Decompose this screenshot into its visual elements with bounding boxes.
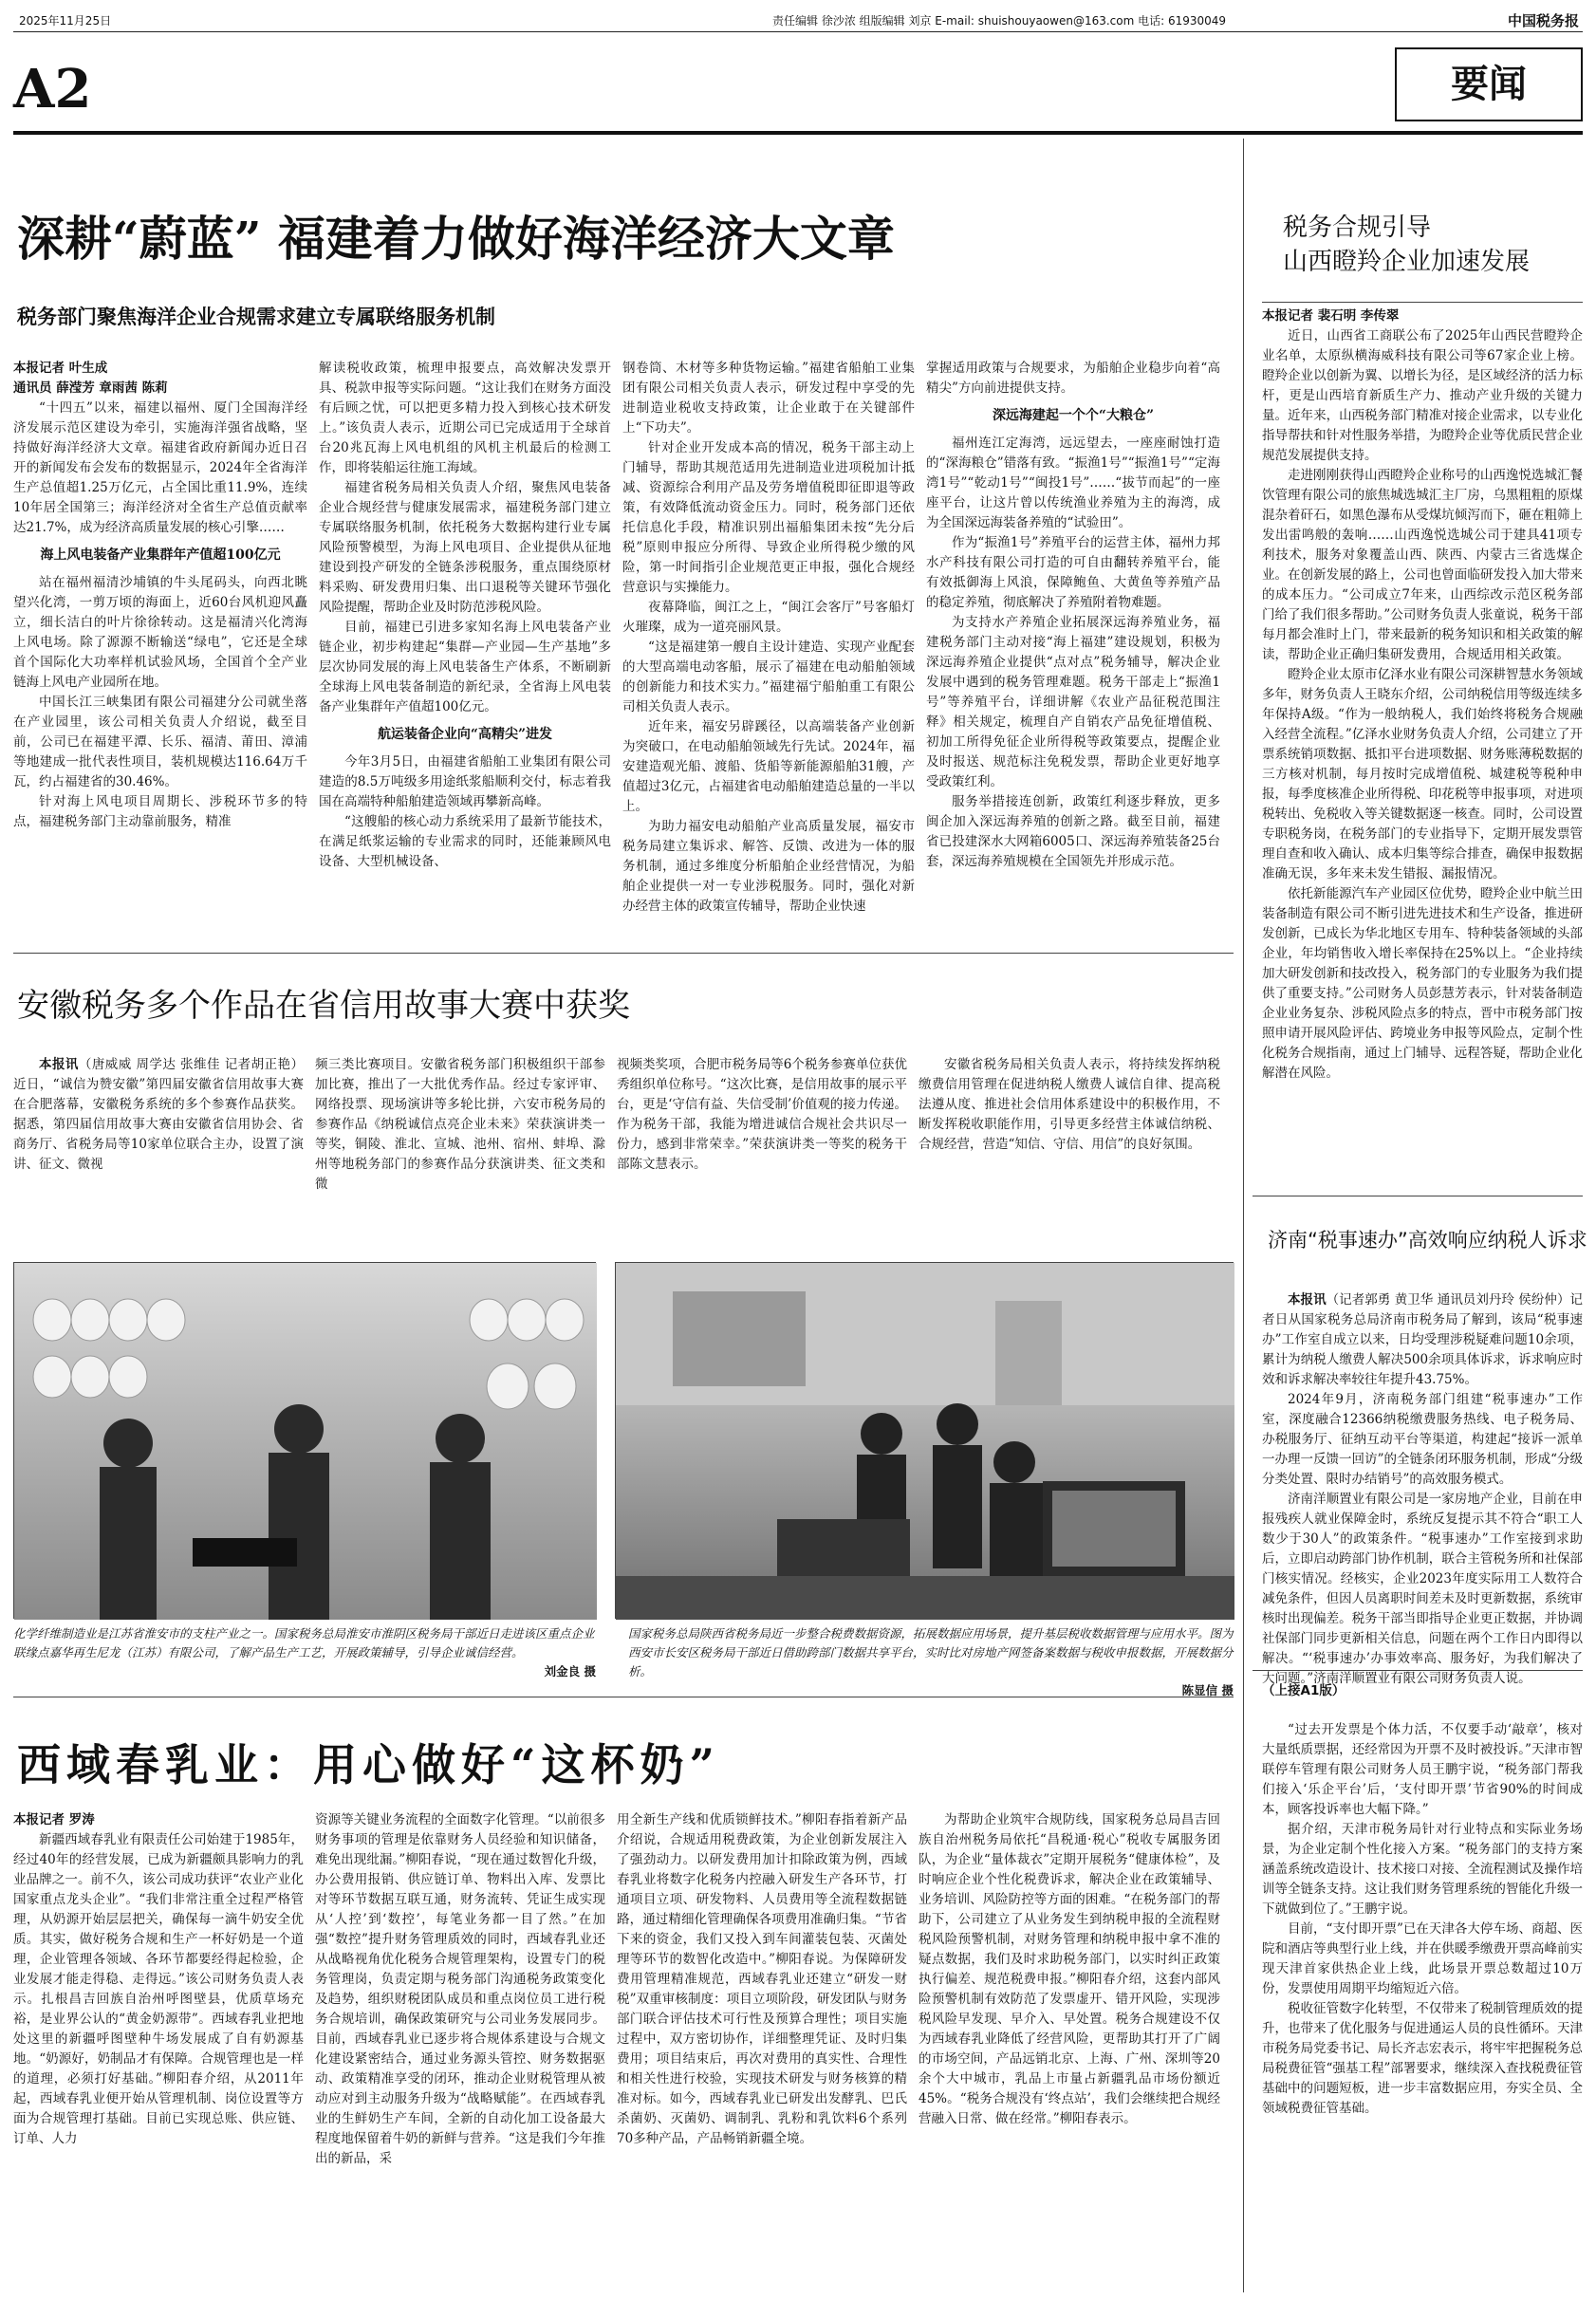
story1-para: 作为“振渔1号”养殖平台的运营主体，福州力邦水产科技有限公司打造的可自由翻转养殖平台，能有效抵御海上风浪，保障鲍鱼、大黄鱼等养殖产品的稳定养殖，彻底解决了养殖附着物难题。 (926, 535, 1220, 610)
story2-para: （唐威威 周学达 张维佳 记者胡正艳）近日，“诚信为赞安徽”第四届安徽省信用故事大赛在合肥落幕，安徽税务系统的多个参赛作品获奖。据悉，第四届信用故事大赛由安徽省信用协会、省商务厅、省税务局等10家单位联合主办，设置了演讲、征文、微视 (13, 1057, 304, 1172)
story1-para: 为支持水产养殖企业拓展深远海养殖业务，福建税务部门主动对接“海上福建”建设规划，积极为深远海养殖企业提供“点对点”税务辅导，解决企业发展中遇到的税务管理难题。税务干部走上“振渔1号”等养殖平台，详细讲解《农业产品征税范围注释》相关规定，梳理自产自销农产品免征增值税、初加工所得免征企业所得税等政策要点，提醒企业及时报送、规范标注免税发票，帮助企业更好地享受政策红利。 (926, 615, 1220, 789)
story3-col3 (617, 1810, 907, 2292)
side3-body (1262, 1681, 1583, 2292)
story1-para: 夜幕降临，闽江之上，“闽江会客厅”号客船灯火璀璨，成为一道亮丽风景。 (622, 600, 915, 635)
story1-subhead: 海上风电装备产业集群年产值超100亿元 (40, 547, 281, 563)
story1-para: 中国长江三峡集团有限公司福建分公司就坐落在产业园里，该公司相关负责人介绍说，截至目前，公司已在福建平潭、长乐、福清、莆田、漳浦等地建成一批代表性项目，装机规模达116.64万千瓦，约占福建省的30.46%。 (13, 695, 307, 789)
story1-subtitle: 税务部门聚焦海洋企业合规需求建立专属联络服务机制 (17, 306, 495, 328)
side1-para: 依托新能源汽车产业园区位优势，瞪羚企业中航兰田装备制造有限公司不断引进先进技术和生产设备，推进研发创新，已成长为华北地区专用车、特种装备领域的头部企业，年均销售收入增长率保持在25%以上。“企业持续加大研发创新和技改投入，税务部门的专业服务为我们提供了重要支持。”公司财务人员彭慧芳表示，针对装备制造企业业务复杂、涉税风险点多的特点，晋中市税务部门按照申请开展风险评估、跨境业务申报等风险点，定制个性化税务合规指南，通过上门辅导、远程答疑，帮助企业化解潜在风险。 (1262, 886, 1583, 1081)
story1-para: 服务举措接连创新，政策红利逐步释放，更多闽企加入深远海养殖的创新之路。截至目前，福建省已投建深水大网箱6005口、深远海养殖装备25台套，深远海养殖规模在全国领先并形成示范。 (926, 794, 1220, 869)
side2-title: 济南“税事速办”高效响应纳税人诉求 (1268, 1229, 1587, 1252)
story1-col2 (319, 359, 611, 943)
story1-para: 针对企业开发成本高的情况，税务干部主动上门辅导，帮助其规范适用先进制造业进项税加计抵减、资源综合利用产品及劳务增值税即征即退等政策，有效降低流动资金压力。同时，税务部门还依托信息化手段，精准识别出福船集团未按“先分后税”原则申报应分所得、导致企业所得税少缴的风险，第一时间指引企业规范更正申报，强化合规经营意识与实操能力。 (622, 440, 915, 595)
story2-para: 视频类奖项，合肥市税务局等6个税务参赛单位获优秀组织单位称号。“这次比赛，是信用故事的展示平台，更是‘守信有益、失信受制’价值观的接力传递。作为税务干部，我能为增进诚信合规社会共识尽一份力，感到非常荣幸。”荣获演讲类一等奖的税务干部陈文慧表示。 (617, 1057, 907, 1172)
photo-factory-caption (13, 1624, 596, 1681)
story1-subhead: 航运装备企业向“高精尖”进发 (377, 727, 553, 742)
story1-title: 深耕“蔚蓝” 福建着力做好海洋经济大文章 (17, 211, 895, 267)
story1-subhead: 深远海建起一个个“大粮仓” (992, 408, 1155, 423)
story1-para: 解读税收政策，梳理申报要点，高效解决发票开具、税款申报等实际问题。“这让我们在财务方面没有后顾之忧，可以把更多精力投入到核心技术研发上。”该负责人表示，近期公司已完成适用于全球首台20兆瓦海上风电机组的风机主机最后的检测工作，即将装船运往施工海域。 (319, 361, 611, 475)
story2-title: 安徽税务多个作品在省信用故事大赛中获奖 (17, 987, 630, 1025)
story1-para: 为助力福安电动船舶产业高质量发展，福安市税务局建立集诉求、解答、反馈、改进为一体的服务机制，通过多维度分析船舶企业经营情况，为船舶企业提供一对一专业涉税服务。同时，强化对新办经营主体的政策宣传辅导，帮助企业快速 (622, 819, 915, 914)
side1-para: 走进刚刚获得山西瞪羚企业称号的山西逸悦选城汇餐饮管理有限公司的旅焦城选城汇主厂房，乌黑粗粗的原煤混杂着矸石，如黑色瀑布从受煤坑倾泻而下，砸在粗筛上发出雷鸣般的轰响……山西逸悦选城公司于建具41项专利技术，服务对象覆盖山西、陕西、内蒙古三省选煤企业。在创新发展的路上，公司也曾面临研发投入加大带来的成本压力。“公司成立7年来，山西综改示范区税务部门给了我们很多帮助。”公司财务负责人张童说，税务干部每月都会准时上门，带来最新的税务知识和相关政策的解读，帮助企业正确归集研发费用，合规适用相关政策。 (1262, 468, 1583, 662)
story3-col1 (13, 1810, 304, 2292)
side2-para: 2024年9月，济南税务部门组建“税事速办”工作室，深度融合12366纳税缴费服务热线、电子税务局、办税服务厅、征纳互动平台等渠道，构建起“接诉一派单一办理一反馈一回访”的全链条闭环服务机制，形成“分级分类处置、限时办结销号”的高效服务模式。 (1262, 1392, 1583, 1487)
story1-para: 钢卷筒、木材等多种货物运输。”福建省船舶工业集团有限公司相关负责人表示，研发过程中享受的先进制造业税收支持政策，让企业敢于在关键部件上“下功夫”。 (622, 361, 915, 436)
side2-para: （记者郭勇 黄卫华 通讯员刘丹玲 侯纷仲）记者日从国家税务总局济南市税务局了解到，该局“税事速办”工作室自成立以来，日均受理涉税疑难问题10余项，累计为纳税人缴费人解决500余项具体诉求，诉求响应时效和诉求解决率较往年提升43.75%。 (1262, 1292, 1583, 1387)
divider (13, 953, 1234, 954)
side1-body (1262, 302, 1587, 1363)
masthead: 中国税务报 (1507, 12, 1579, 29)
photo-factory-caption-text: 化学纤维制造业是江苏省淮安市的支柱产业之一。国家税务总局淮安市淮阴区税务局干部近日走进该区重点企业联缘点嘉华再生尼龙（江苏）有限公司，了解产品生产工艺，开展政策辅导，引导企业诚信经营。 (13, 1626, 595, 1660)
story3-para: 资源等关键业务流程的全面数字化管理。“以前很多财务事项的管理是依靠财务人员经验和知识储备，难免出现纰漏。”柳阳春说，“现在通过数智化升级，办公费用报销、供应链订单、物料出入库、发票比对等环节数据互联互通，财务流转、凭证生成实现从‘人控’到‘数控’，每笔业务都一目了然。”在加强“数控”提升财务管理质效的同时，西域春乳业还从战略视角优化税务合规管理架构，设置专门的税务管理岗，负责定期与税务部门沟通税务政策变化及趋势，组织财税团队成员和重点岗位员工进行税务合规培训，确保政策研究与公司业务发展同步。目前，西域春乳业已逐步将合规体系建设与合规文化建设紧密结合，通过业务源头管控、财务数据驱动、政策精准享受的闭环，推动企业财税管理从被动应对到主动服务升级为“战略赋能”。在西域春乳业的生鲜奶生产车间，全新的自动化加工设备最大程度地保留着牛奶的新鲜与营养。“这是我们今年推出的新品，采 (315, 1812, 605, 2166)
side2-body (1262, 1290, 1583, 1686)
side1-title-line1: 税务合规引导 (1283, 213, 1432, 242)
side2-para: 济南洋顺置业有限公司是一家房地产企业，目前在申报残疾人就业保障金时，系统反复提示其不符合“职工人数少于30人”的政策条件。“税事速办”工作室接到求助后，立即启动跨部门协作机制，联合主管税务所和社保部门核实情况。经核实，企业2023年度实际用工人数符合减免条件，但因人员离职时间差未及时更新数据，系统审核时出现偏差。税务干部当即指导企业更正数据，并协调社保部门同步更新相关信息，问题在两个工作日内即得以解决。“‘税事速办’办事效率高、服务好，为我们解决了大问题。”济南洋顺置业有限公司财务负责人说。 (1262, 1492, 1583, 1686)
photo-office-credit: 陈显信 摄 (1181, 1683, 1234, 1697)
side3-para: “过去开发票是个体力活，不仅要手动‘敲章’，核对大量纸质票据，还经常因为开票不及时被投诉。”天津市智联停车管理有限公司财务人员王鹏宇说，“税务部门帮我们接入‘乐企平台’后，‘支付即开票’节省90%的时间成本，顾客投诉率也大幅下降。” (1262, 1722, 1583, 1817)
story3-byline: 本报记者 罗涛 (13, 1812, 95, 1827)
story2-para: 频三类比赛项目。安徽省税务部门积极组织干部参加比赛，推出了一大批优秀作品。经过专家评审、网络投票、现场演讲等多轮比拼，六安市税务局的参赛作品《纳税诚信点亮企业未来》荣获演讲类一等奖，铜陵、淮北、宣城、池州、宿州、蚌埠、滁州等地税务部门的参赛作品分获演讲类、征文类和微 (315, 1057, 605, 1192)
story2-col2 (315, 1055, 605, 1241)
story1-col1 (13, 359, 307, 943)
story1-para: 针对海上风电项目周期长、涉税环节多的特点，福建税务部门主动靠前服务，精准 (13, 794, 307, 829)
story1-para: 掌握适用政策与合规要求，为船舶企业稳步向着“高精尖”方向前进提供支持。 (926, 361, 1220, 396)
photo-office-image (616, 1263, 1234, 1620)
side3-para: 据介绍，天津市税务局针对行业特点和实际业务场景，为企业定制个性化接入方案。“税务部门的支持方案涵盖系统改造设计、技术接口对接、全流程测试及操作培训等全链条支持。这让我们财务管理系统的智能化升级一下就做到位了。”王鹏宇说。 (1262, 1822, 1583, 1917)
side1-para: 瞪羚企业太原市亿泽水业有限公司深耕智慧水务领域多年，财务负责人王晓东介绍，公司纳税信用等级连续多年保持A级。“作为一般纳税人，我们始终将税务合规融入经营全流程。”亿泽水业财务负责人介绍，公司建立了开票系统销项数据、抵扣平台进项数据、财务账薄税数据的三方核对机制，每月按时完成增值税、城建税等税种申报，每季度核准企业所得税、印花税等申报事项，对进项税转出、免税收入等关键数据逐一核查。同时，公司设置专职税务岗，在税务部门的专业指导下，定期开展发票管理自查和收入确认、成本归集等综合排查，确保申报数据准确无误，多年来未发生错报、漏报情况。 (1262, 667, 1583, 881)
page-number: A2 (13, 58, 92, 121)
editor-info: 责任编辑 徐沙浓 组版编辑 刘京 E-mail: shuishouyaowen@163.com 电话: 61930049 (772, 14, 1227, 28)
divider (1253, 1670, 1583, 1671)
header-rule (13, 131, 1583, 135)
story2-byline: 本报讯 (39, 1057, 79, 1072)
photo-factory-credit: 刘金良 摄 (544, 1664, 596, 1679)
side1-title (1283, 211, 1583, 279)
story1-col4 (926, 359, 1220, 943)
photo-office (615, 1262, 1234, 1619)
side1-para: 近日，山西省工商联公布了2025年山西民营瞪羚企业名单，太原纵横海威科技有限公司等67家企业上榜。瞪羚企业以创新为翼、以增长为径，是区域经济的活力标杆，更是山西培育新质生产力、推动产业升级的关键力量。近年来，山西税务部门精准对接企业需求，以专业化指导帮扶和针对性服务举措，为瞪羚企业等优质民营企业规范发展提供支持。 (1262, 328, 1583, 463)
photo-office-caption (628, 1624, 1234, 1700)
story1-byline2: 通讯员 薛滢芳 章雨茜 陈莉 (13, 380, 168, 396)
story2-col3 (617, 1055, 907, 1241)
story1-para: 福州连江定海湾，远远望去，一座座耐蚀打造的“深海粮仓”错落有致。“振渔1号”“振渔1号”“定海湾1号”“乾动1号”“闽投1号”……“拔节而起”的一座座平台，让这片曾以传统渔业养殖为主的海湾，成为全国深远海装备养殖的“试验田”。 (926, 436, 1220, 530)
section-label: 要闻 (1395, 47, 1583, 121)
page-header (13, 9, 1583, 32)
side3-para: 税收征管数字化转型，不仅带来了税制管理质效的提升，也带来了优化服务与促进通运人员的良性循环。天津市税务局党委书记、局长齐志宏表示，将牢牢把握税务总局税费征管“强基工程”部署要求，继续深入查找税费征管基础中的问题短板，进一步丰富数据应用，夯实全员、全领域税费征管基础。 (1262, 2001, 1583, 2116)
story1-para: 福建省税务局相关负责人介绍，聚焦风电装备企业合规经营与健康发展需求，福建税务部门建立专属联络服务机制，依托税务大数据构建行业专属风险预警模型，为海上风电项目、企业提供从征地建设到投产研发的全链条涉税服务，重点围绕原材料采购、研发费用归集、出口退税等关键环节强化风险提醒，帮助企业及时防范涉税风险。 (319, 480, 611, 615)
side3-para: 目前，“支付即开票”已在天津各大停车场、商超、医院和酒店等典型行业上线，并在供暖季缴费开票高峰前实现天津首家供热企业上线，此场景开票总数超过10万份，发票使用周期平均缩短近六倍。 (1262, 1921, 1583, 1996)
story2-col1 (13, 1055, 304, 1241)
column-divider (1243, 139, 1244, 2292)
photo-office-caption-text: 国家税务总局陕西省税务局近一步整合税费数据资源，拓展数据应用场景，提升基层税收数据管理与应用水平。图为西安市长安区税务局干部近日借助跨部门数据共享平台，实时比对房地产网签备案数据与税收申报数据，开展数据分析。 (628, 1626, 1234, 1679)
story3-para: 为帮助企业筑牢合规防线，国家税务总局昌吉回族自治州税务局依托“昌税通·税心”税收专属服务团队，为企业“量体裁衣”定期开展税务“健康体检”，及时响应企业个性化税费诉求，解决企业在政策辅导、业务培训、风险防控等方面的困难。“在税务部门的帮助下，公司建立了从业务发生到纳税申报的全流程财税风险预警机制，对财务管理和纳税申报中拿不准的疑点数据，我们及时求助税务部门，以实时纠正政策执行偏差、规范税费申报。”柳阳春介绍，这套内部风险预警机制有效防范了发票虚开、错开风险，实现涉税风险早发现、早介入、早处置。税务合规建设不仅为西域春乳业降低了经营风险，更帮助其打开了广阔的市场空间，产品远销北京、上海、广州、深圳等20余个大中城市，乳品上市量占新疆乳品市场份额近45%。“税务合规没有‘终点站’，我们会继续把合规经营融入日常、做在经常。”柳阳春表示。 (919, 1812, 1220, 2126)
side1-byline: 本报记者 裴石明 李传翠 (1262, 302, 1583, 326)
story1-para: 站在福州福清沙埔镇的牛头尾码头，向西北眺望兴化湾，一剪万顷的海面上，近60台风机迎风矗立，细长洁白的叶片徐徐转动。这是福清兴化湾海上风电场。除了源源不断输送“绿电”，它还是全球首个国际化大功率样机试验风场，全国首个全产业链海上风电产业园所在地。 (13, 575, 307, 690)
story1-para: “这艘船的核心动力系统采用了最新节能技术，在满足纸浆运输的专业需求的同时，还能兼顾风电设备、大型机械设备、 (319, 814, 611, 869)
story3-col2 (315, 1810, 605, 2292)
story1-para: 目前，福建已引进多家知名海上风电装备产业链企业，初步构建起“集群—产业园—生产基地”多层次协同发展的海上风电装备生产体系，不断刷新全球海上风电装备制造的新纪录，全省海上风电装备产业集群年产值超100亿元。 (319, 620, 611, 714)
story2-para: 安徽省税务局相关负责人表示，将持续发挥纳税缴费信用管理在促进纳税人缴费人诚信自律、提高税法遵从度、推进社会信用体系建设中的积极作用，不断发挥税收职能作用，引导更多经营主体诚信纳税、合规经营，营造“知信、守信、用信”的良好氛围。 (919, 1057, 1220, 1152)
story1-byline1: 本报记者 叶生成 (13, 361, 108, 376)
story3-para: 新疆西域春乳业有限责任公司始建于1985年，经过40年的经营发展，已成为新疆颇具影响力的乳业品牌之一。前不久，该公司成功获评“农业产业化国家重点龙头企业”。“我们非常注重全过程严格管理，从奶源开始层层把关，确保每一滴牛奶安全优质。其实，做好税务合规和生产一杯好奶是一个道理，企业管理各领域、各环节都要经得起检验，企业发展才能走得稳、走得远。”该公司财务负责人表示。扎根昌吉回族自治州呼图壁县，优质草场充裕，是业界公认的“黄金奶源带”。西域春乳业把地处这里的新疆呼图壁种牛场发展成了自有奶源基地。“奶源好，奶制品才有保障。合规管理也是一样的道理，必须打好基础。”柳阳春介绍，从2011年起，西域春乳业便开始从管理机制、岗位设置等方面为合规管理打基础。目前已实现总账、供应链、订单、人力 (13, 1832, 304, 2146)
story3-col4 (919, 1810, 1220, 2292)
side3-label: （上接A1版） (1262, 1683, 1345, 1698)
photo-factory-image (14, 1263, 597, 1620)
story1-para: 近年来，福安另辟蹊径，以高端装备产业创新为突破口，在电动船舶领域先行先试。2024年，福安建造观光船、渡船、货船等新能源船舶31艘，产值超过3亿元，占福建省电动船舶建造总量的一半以上。 (622, 719, 915, 814)
page-date: 2025年11月25日 (19, 14, 112, 28)
side2-byline: 本报讯 (1288, 1292, 1327, 1308)
photo-factory (13, 1262, 596, 1619)
story1-para: 今年3月5日，由福建省船舶工业集团有限公司建造的8.5万吨级多用途纸浆船顺利交付，标志着我国在高端特种船舶建造领域再攀新高峰。 (319, 754, 611, 809)
side1-title-line2: 山西瞪羚企业加速发展 (1283, 248, 1531, 276)
story3-title: 西域春乳业：用心做好“这杯奶” (17, 1739, 720, 1790)
story1-para: “这是福建第一艘自主设计建造、实现产业配套的大型高端电动客船，展示了福建在电动船舶领域的创新能力和技术实力。”福建福宁船舶重工有限公司相关负责人表示。 (622, 640, 915, 714)
story2-col4 (919, 1055, 1220, 1241)
story3-para: 用全新生产线和优质锁鲜技术。”柳阳春指着新产品介绍说，合规适用税费政策，为企业创新发展注入了强劲动力。以研发费用加计扣除政策为例，西域春乳业将数字化税务内控融入研发生产各环节，打通项目立项、研发物料、人员费用等全流程数据链路，通过精细化管理确保各项费用准确归集。“节省下来的资金，我们又投入到车间灌装包装、灭菌处理等环节的数智化改造中。”柳阳春说。为保障研发费用管理精准规范，西域春乳业还建立“研发一财税”双重审核制度：项目立项阶段，研发团队与财务部门联合评估技术可行性及预算合理性；项目实施过程中，双方密切协作，详细整理凭证、及时归集费用；项目结束后，再次对费用的真实性、合理性和相关性进行校验，实现技术研发与财务核算的精准对标。如今，西域春乳业已研发出发酵乳、巴氏杀菌奶、灭菌奶、调制乳、乳粉和乳饮料6个系列70多种产品，产品畅销新疆全境。 (617, 1812, 907, 2146)
story1-para: “十四五”以来，福建以福州、厦门全国海洋经济发展示范区建设为牵引，实施海洋强省战略，坚持做好海洋经济大文章。福建省政府新闻办近日召开的新闻发布会发布的数据显示，2024年全省海洋生产总值超1.25万亿元，占全国比重11.9%，连续10年居全国第三；海洋经济对全省生产总值贡献率达21.7%，成为经济高质量发展的核心引擎…… (13, 400, 307, 535)
story1-col3 (622, 359, 915, 943)
